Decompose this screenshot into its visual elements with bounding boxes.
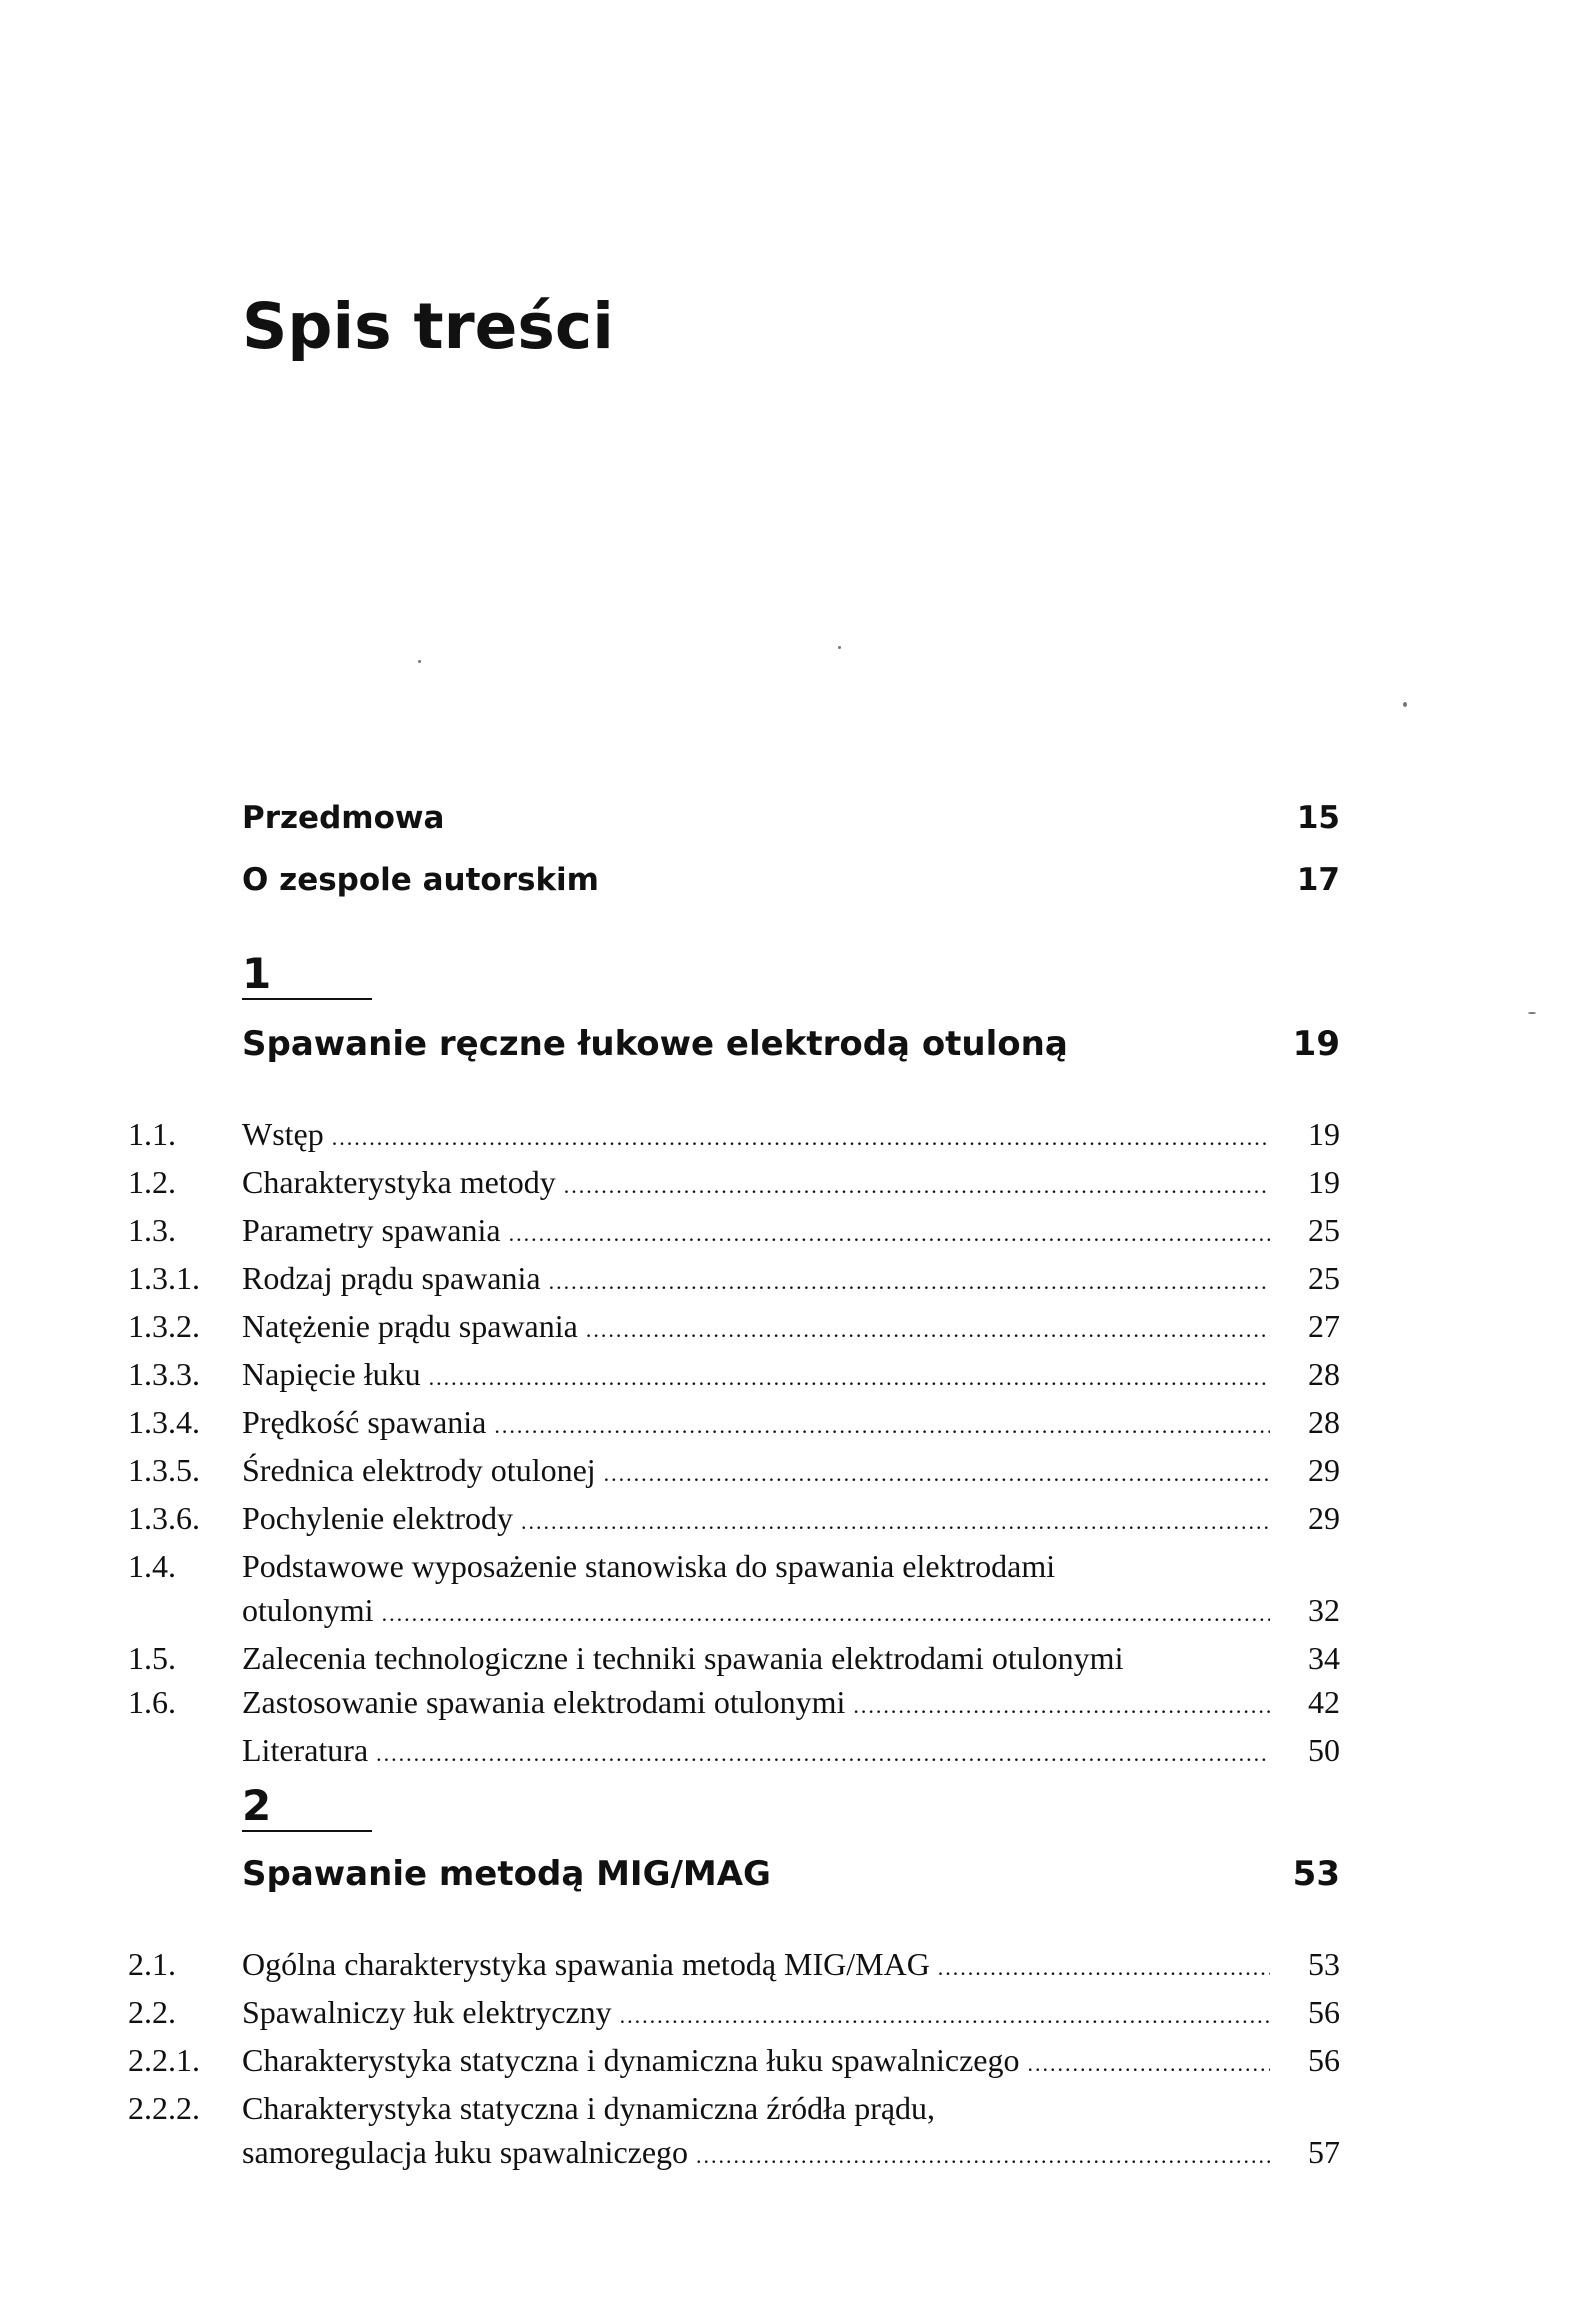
entry-number: 1.5. (128, 1640, 176, 1676)
toc-entry[interactable] (128, 2086, 1340, 2178)
chapter-1-entries (128, 1112, 1340, 1776)
chapter-page: 53 (1292, 1854, 1340, 1894)
entry-title: Charakterystyka statyczna i dynamiczna łuku spawalniczego (242, 2042, 1020, 2078)
entry-title: Charakterystyka metody (242, 1164, 556, 1200)
entry-page: 29 (1308, 1452, 1340, 1488)
dot-leader (620, 1994, 1270, 2038)
entry-page: 27 (1308, 1308, 1340, 1344)
toc-front-item[interactable] (242, 862, 1340, 898)
entry-number: 2.2. (128, 1994, 176, 2030)
toc-entry[interactable] (128, 1304, 1340, 1352)
toc-entry[interactable] (128, 1680, 1340, 1728)
entry-number: 2.1. (128, 1946, 176, 1982)
dot-leader (332, 1116, 1270, 1160)
dot-leader (382, 1592, 1270, 1636)
entry-page: 29 (1308, 1500, 1340, 1536)
entry-page: 19 (1308, 1164, 1340, 1200)
entry-page: 19 (1308, 1116, 1340, 1152)
toc-entry[interactable] (128, 1112, 1340, 1160)
entry-number: 1.3.3. (128, 1356, 200, 1392)
entry-title: Zalecenia technologiczne i techniki spawania elektrodami otulonymi (242, 1640, 1124, 1676)
chapter-title: Spawanie metodą MIG/MAG (242, 1854, 771, 1894)
entry-page: 25 (1308, 1212, 1340, 1248)
entry-number: 1.2. (128, 1164, 176, 1200)
chapter-title: Spawanie ręczne łukowe elektrodą otuloną (242, 1024, 1068, 1064)
chapter-title-row[interactable] (242, 1024, 1340, 1064)
dot-leader (494, 1404, 1270, 1448)
entry-title: Rodzaj prądu spawania (242, 1260, 541, 1296)
dot-leader (564, 1164, 1270, 1208)
entry-page: 56 (1308, 2042, 1340, 2078)
entry-title: Spawalniczy łuk elektryczny (242, 1994, 612, 2030)
toc-entry[interactable] (128, 1400, 1340, 1448)
entry-number: 2.2.2. (128, 2090, 200, 2126)
entry-title-line2: otulonymi (242, 1592, 374, 1628)
toc-entry[interactable] (128, 1636, 1340, 1680)
entry-number: 1.3. (128, 1212, 176, 1248)
entry-page: 56 (1308, 1994, 1340, 2030)
entry-number: 1.3.1. (128, 1260, 200, 1296)
page-title: Spis treści (242, 290, 614, 363)
dot-leader (1027, 2042, 1270, 2086)
entry-page: 42 (1308, 1684, 1340, 1720)
entry-title: Ogólna charakterystyka spawania metodą MIG/MAG (242, 1946, 930, 1982)
dot-leader (586, 1308, 1270, 1352)
entry-page: 34 (1308, 1640, 1340, 1676)
entry-page: 28 (1308, 1356, 1340, 1392)
entry-page: 57 (1308, 2134, 1340, 2170)
entry-number: 1.4. (128, 1548, 176, 1584)
chapter-2-entries (128, 1942, 1340, 2178)
toc-front-label: O zespole autorskim (242, 862, 599, 898)
toc-entry[interactable] (128, 1728, 1340, 1776)
entry-page: 28 (1308, 1404, 1340, 1440)
dot-leader (853, 1684, 1270, 1728)
scan-speck (418, 660, 421, 663)
entry-title: Zastosowanie spawania elektrodami otulonymi (242, 1684, 846, 1720)
chapter-number: 2 (242, 1782, 372, 1832)
toc-entry[interactable] (128, 1942, 1340, 1990)
toc-entry[interactable] (128, 1160, 1340, 1208)
dot-leader (549, 1260, 1270, 1304)
entry-title-line2: samoregulacja łuku spawalniczego (242, 2134, 689, 2170)
entry-title: Napięcie łuku (242, 1356, 421, 1392)
chapter-number: 1 (242, 950, 372, 1000)
scan-speck (1403, 702, 1407, 707)
toc-front-page: 17 (1296, 862, 1340, 898)
dot-leader (604, 1452, 1270, 1496)
dot-leader (938, 1946, 1270, 1990)
chapter-title-row[interactable] (242, 1854, 1340, 1894)
chapter-page: 19 (1292, 1024, 1340, 1064)
dot-leader (429, 1356, 1270, 1400)
entry-number: 1.3.6. (128, 1500, 200, 1536)
entry-number: 1.3.4. (128, 1404, 200, 1440)
entry-number: 1.3.5. (128, 1452, 200, 1488)
toc-front-label: Przedmowa (242, 800, 445, 836)
entry-title: Literatura (242, 1732, 369, 1768)
toc-entry[interactable] (128, 1256, 1340, 1304)
entry-number: 1.3.2. (128, 1308, 200, 1344)
entry-page: 53 (1308, 1946, 1340, 1982)
toc-front-page: 15 (1296, 800, 1340, 836)
dot-leader (521, 1500, 1270, 1544)
entry-title: Prędkość spawania (242, 1404, 487, 1440)
entry-page: 50 (1308, 1732, 1340, 1768)
entry-title: Natężenie prądu spawania (242, 1308, 578, 1344)
entry-number: 1.6. (128, 1684, 176, 1720)
entry-title-line1: Podstawowe wyposażenie stanowiska do spawania elektrodami (242, 1548, 1056, 1584)
entry-page: 32 (1308, 1592, 1340, 1628)
entry-number: 2.2.1. (128, 2042, 200, 2078)
toc-entry[interactable] (128, 1448, 1340, 1496)
dot-leader (509, 1212, 1270, 1256)
entry-title: Parametry spawania (242, 1212, 501, 1248)
entry-title: Średnica elektrody otulonej (242, 1452, 596, 1488)
toc-entry[interactable] (128, 1352, 1340, 1400)
dot-leader (376, 1732, 1270, 1776)
entry-number: 1.1. (128, 1116, 176, 1152)
entry-title: Wstęp (242, 1116, 324, 1152)
scan-speck (1528, 1012, 1536, 1014)
toc-entry[interactable] (128, 2038, 1340, 2086)
toc-entry[interactable] (128, 1208, 1340, 1256)
dot-leader (696, 2134, 1270, 2178)
scan-speck (838, 646, 841, 649)
toc-entry[interactable] (128, 1544, 1340, 1636)
toc-entry[interactable] (128, 1496, 1340, 1544)
toc-entry[interactable] (128, 1990, 1340, 2038)
entry-page: 25 (1308, 1260, 1340, 1296)
entry-title-line1: Charakterystyka statyczna i dynamiczna źródła prądu, (242, 2090, 936, 2126)
entry-title: Pochylenie elektrody (242, 1500, 514, 1536)
toc-front-item[interactable] (242, 800, 1340, 836)
